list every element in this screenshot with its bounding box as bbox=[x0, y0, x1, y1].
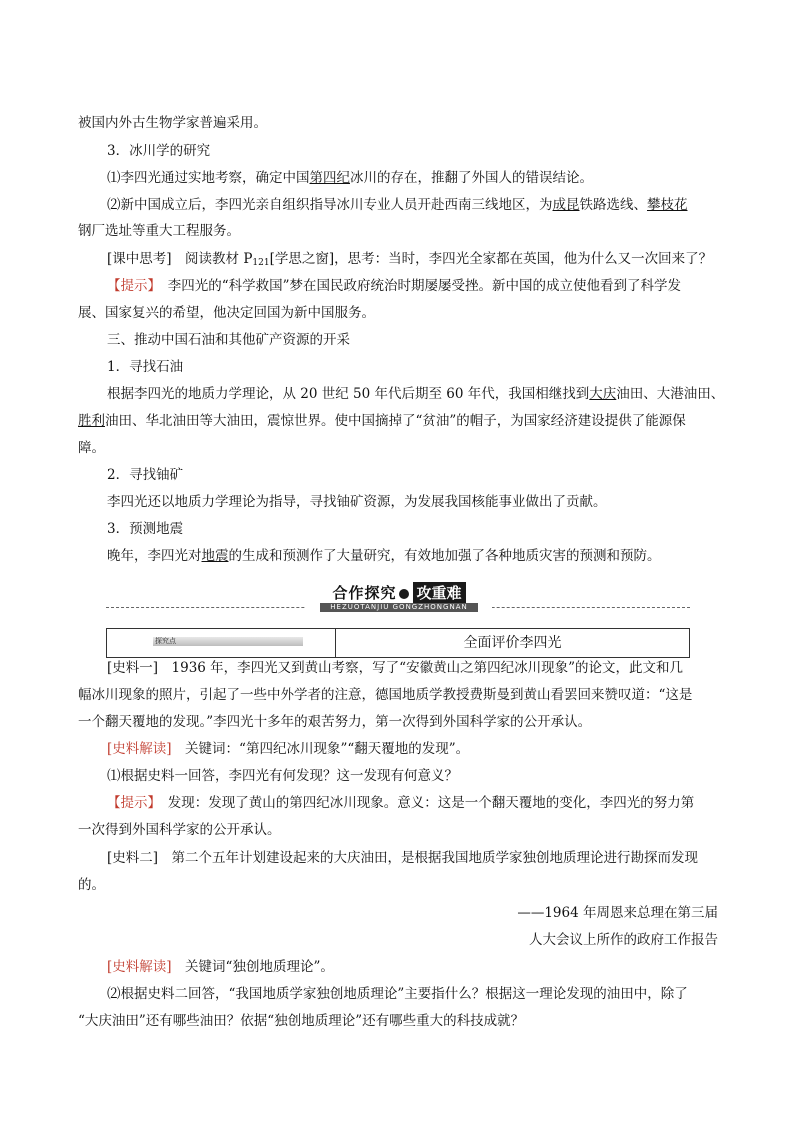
interpretation-line: [史料解读] 关键词“独创地质理论”。 bbox=[107, 959, 334, 975]
explore-title: 全面评价李四光 bbox=[463, 635, 562, 651]
text-line: 障。 bbox=[78, 440, 105, 456]
explore-box bbox=[106, 628, 690, 658]
section-heading: 1．寻找石油 bbox=[107, 359, 184, 375]
question-line: ⑴根据史料一回答，李四光有何发现？这一发现有何意义？ bbox=[107, 768, 458, 784]
text-line: 钢厂选址等重大工程服务。 bbox=[78, 223, 240, 239]
text-line: ⑴李四光通过实地考察，确定中国第四纪冰川的存在，推翻了外国人的错误结论。 bbox=[107, 170, 593, 186]
source-line: [史料一] 1936 年，李四光又到黄山考察，写了“安徽黄山之第四纪冰川现象”的论文，此文和几 bbox=[107, 660, 683, 676]
source-line: 幅冰川现象的照片，引起了一些中外学者的注意，德国地质学教授费斯曼到黄山看罢回来赞叹道：“这是 bbox=[78, 687, 693, 703]
banner-pinyin: HEZUOTANJIU GONGZHONGNAN bbox=[320, 603, 478, 612]
citation-line: 人大会议上所作的政府工作报告 bbox=[529, 932, 718, 948]
source-line: 一个翻天覆地的发现。”李四光十多年的艰苦努力，第一次得到外国科学家的公开承认。 bbox=[78, 714, 592, 730]
citation-line: ——1964 年周恩来总理在第三届 bbox=[517, 905, 718, 921]
hint-line: 【提示】 发现：发现了黄山的第四纪冰川现象。意义：这是一个翻天覆地的变化，李四光的努力第 bbox=[107, 795, 695, 811]
text-line: 胜利油田、华北油田等大油田，震惊世界。使中国摘掉了“贫油”的帽子，为国家经济建设提供了能源保 bbox=[78, 413, 686, 429]
section-heading: 3．冰川学的研究 bbox=[107, 143, 211, 159]
source-line: [史料二] 第二个五年计划建设起来的大庆油田，是根据我国地质学家独创地质理论进行勘探而发现 bbox=[107, 850, 699, 866]
explore-label-cell bbox=[107, 629, 336, 657]
interpretation-tag: [史料解读] bbox=[107, 741, 172, 757]
text-line: 李四光还以地质力学理论为指导，寻找铀矿资源，为发展我国核能事业做出了贡献。 bbox=[107, 494, 607, 510]
text-line: 根据李四光的地质力学理论，从 20 世纪 50 年代后期至 60 年代，我国相继找到大庆油田、大港油田、 bbox=[107, 386, 725, 402]
hint-tag: 【提示】 bbox=[107, 278, 155, 294]
text-line: 展、国家复兴的希望，他决定回国为新中国服务。 bbox=[78, 305, 375, 321]
text-line: 晚年，李四光对地震的生成和预测作了大量研究，有效地加强了各种地质灾害的预测和预防。 bbox=[107, 548, 661, 564]
text-line: 一次得到外国科学家的公开承认。 bbox=[78, 822, 281, 838]
banner-title-highlight: 攻重难 bbox=[413, 582, 466, 603]
banner-tag bbox=[306, 580, 492, 612]
section-heading: 2．寻找铀矿 bbox=[107, 467, 184, 483]
interpretation-tag: [史料解读] bbox=[107, 959, 172, 975]
text-line: ⑵新中国成立后，李四光亲自组织指导冰川专业人员开赴西南三线地区，为成昆铁路选线、攀枝花 bbox=[107, 197, 688, 213]
interpretation-line: [史料解读] 关键词：“第四纪冰川现象”“翻天覆地的发现”。 bbox=[107, 741, 470, 757]
arrow-icon bbox=[399, 589, 409, 599]
question-line: “大庆油田”还有哪些油田？依据“独创地质理论”还有哪些重大的科技成就？ bbox=[78, 1013, 525, 1029]
section-heading: 3．预测地震 bbox=[107, 521, 184, 537]
text-line: 被国内外古生物学家普遍采用。 bbox=[78, 115, 267, 131]
thinking-question: [课中思考] 阅读教材 $P_{121}$[学思之窗]，思考：当时，李四光全家都在英国，他为什么又一次回来了？ bbox=[107, 251, 713, 268]
hint-tag: 【提示】 bbox=[107, 795, 155, 811]
hint-line: 【提示】 李四光的“科学救国”梦在国民政府统治时期屡屡受挫。新中国的成立使他看到了科学发 bbox=[107, 278, 682, 294]
explore-label: 探究点 bbox=[155, 637, 176, 645]
section-banner bbox=[106, 580, 690, 616]
source-line: 的。 bbox=[78, 877, 105, 893]
banner-title: 合作探究 bbox=[332, 584, 397, 602]
section-heading: 三、推动中国石油和其他矿产资源的开采 bbox=[107, 332, 350, 348]
question-line: ⑵根据史料二回答，“我国地质学家独创地质理论”主要指什么？根据这一理论发现的油田中，除了 bbox=[107, 986, 688, 1002]
